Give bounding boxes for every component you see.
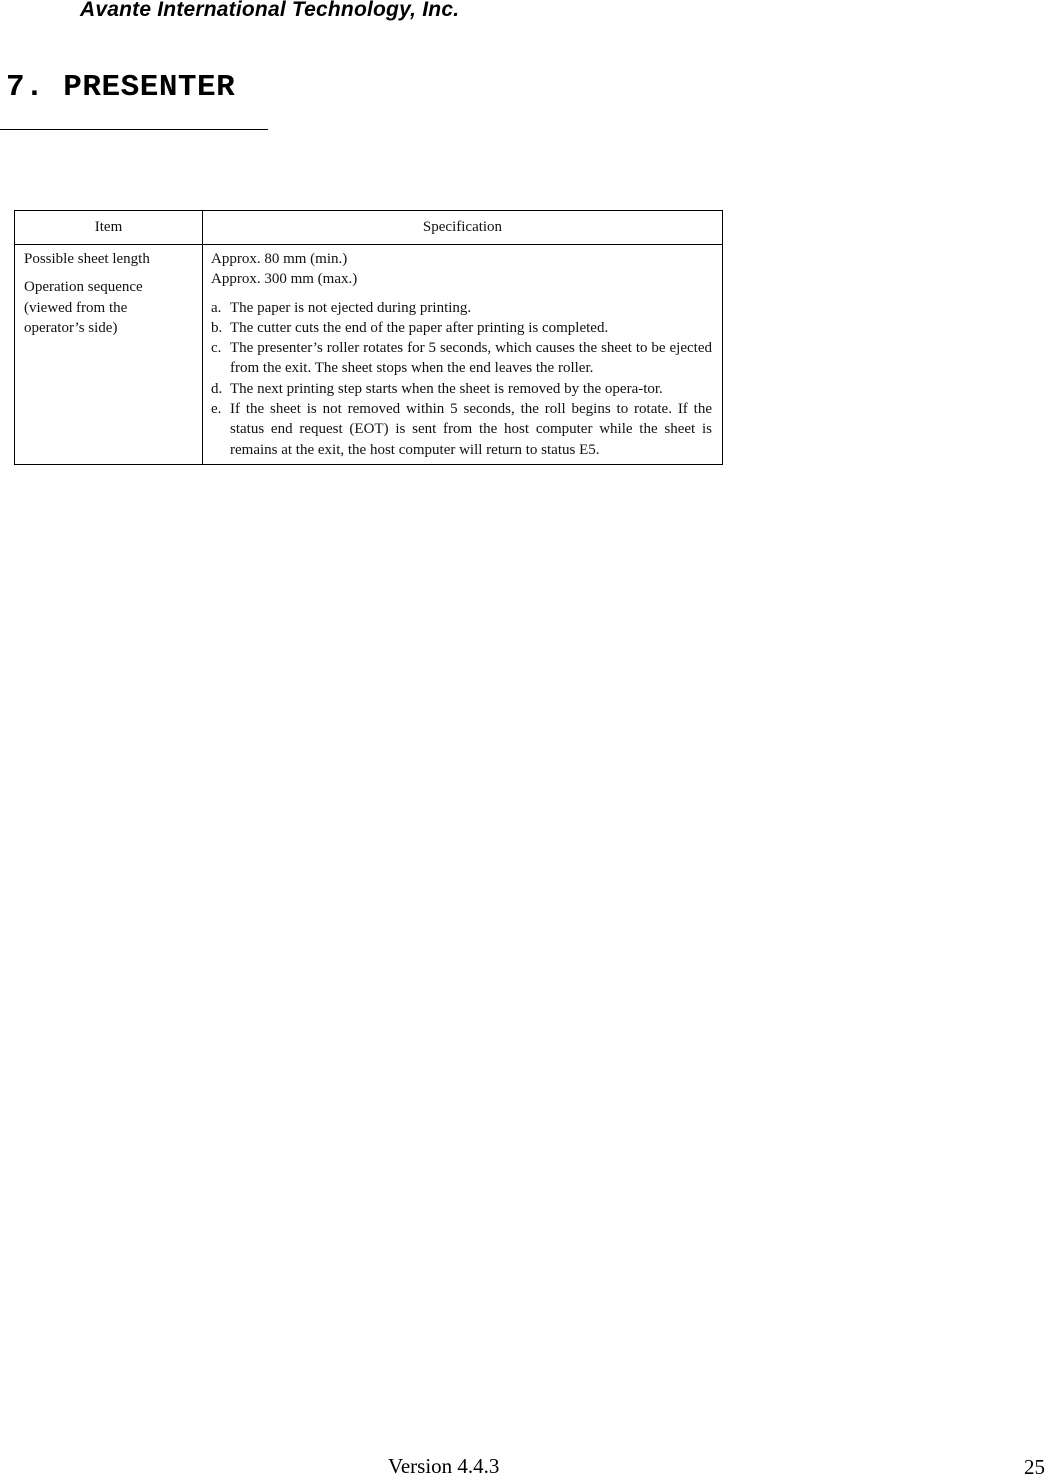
step-text: The cutter cuts the end of the paper after printing is completed. bbox=[230, 319, 609, 336]
step-text: The next printing step starts when the sheet is removed by the opera-tor. bbox=[230, 380, 663, 397]
list-item bbox=[211, 399, 712, 460]
step-marker: d. bbox=[211, 380, 223, 397]
item-line: operator’s side) bbox=[24, 319, 118, 336]
header-item: Item bbox=[15, 211, 203, 245]
item-sheet-length: Possible sheet length bbox=[24, 251, 150, 267]
step-marker: a. bbox=[211, 299, 222, 316]
step-marker: e. bbox=[211, 401, 222, 418]
footer-version: Version 4.4.3 bbox=[388, 1454, 500, 1478]
step-text: The presenter’s roller rotates for 5 seconds, which causes the sheet to be ejected from the exit. The sheet stops when the end leaves the roller. bbox=[230, 340, 712, 377]
table-header-row bbox=[15, 211, 723, 245]
list-item bbox=[211, 379, 712, 399]
step-text: The paper is not ejected during printing. bbox=[230, 299, 472, 316]
spec-line-min: Approx. 80 mm (min.) bbox=[211, 251, 348, 267]
section-title: 7. PRESENTER bbox=[6, 70, 236, 105]
step-marker: b. bbox=[211, 319, 223, 336]
presenter-spec-table bbox=[14, 210, 723, 465]
item-cell bbox=[15, 245, 203, 465]
header-specification: Specification bbox=[203, 211, 723, 245]
item-line: (viewed from the bbox=[24, 299, 128, 316]
list-item bbox=[211, 318, 712, 338]
table-row bbox=[15, 245, 723, 465]
spec-sheet-length bbox=[211, 249, 712, 290]
step-text: If the sheet is not removed within 5 seconds, the roll begins to rotate. If the status end request (EOT) is sent from the host computer while the sheet is remains at the exit, the host computer will return to status E5. bbox=[230, 401, 712, 458]
spec-line-max: Approx. 300 mm (max.) bbox=[211, 271, 358, 288]
list-item bbox=[211, 338, 712, 379]
step-marker: c. bbox=[211, 340, 222, 357]
specification-cell bbox=[203, 245, 723, 465]
list-item bbox=[211, 298, 712, 318]
operation-steps bbox=[211, 298, 712, 460]
company-header: Avante International Technology, Inc. bbox=[80, 0, 460, 21]
page-number: 25 bbox=[1024, 1455, 1045, 1479]
item-line: Operation sequence bbox=[24, 279, 143, 296]
item-operation-sequence bbox=[24, 277, 194, 338]
title-underline bbox=[0, 129, 268, 130]
